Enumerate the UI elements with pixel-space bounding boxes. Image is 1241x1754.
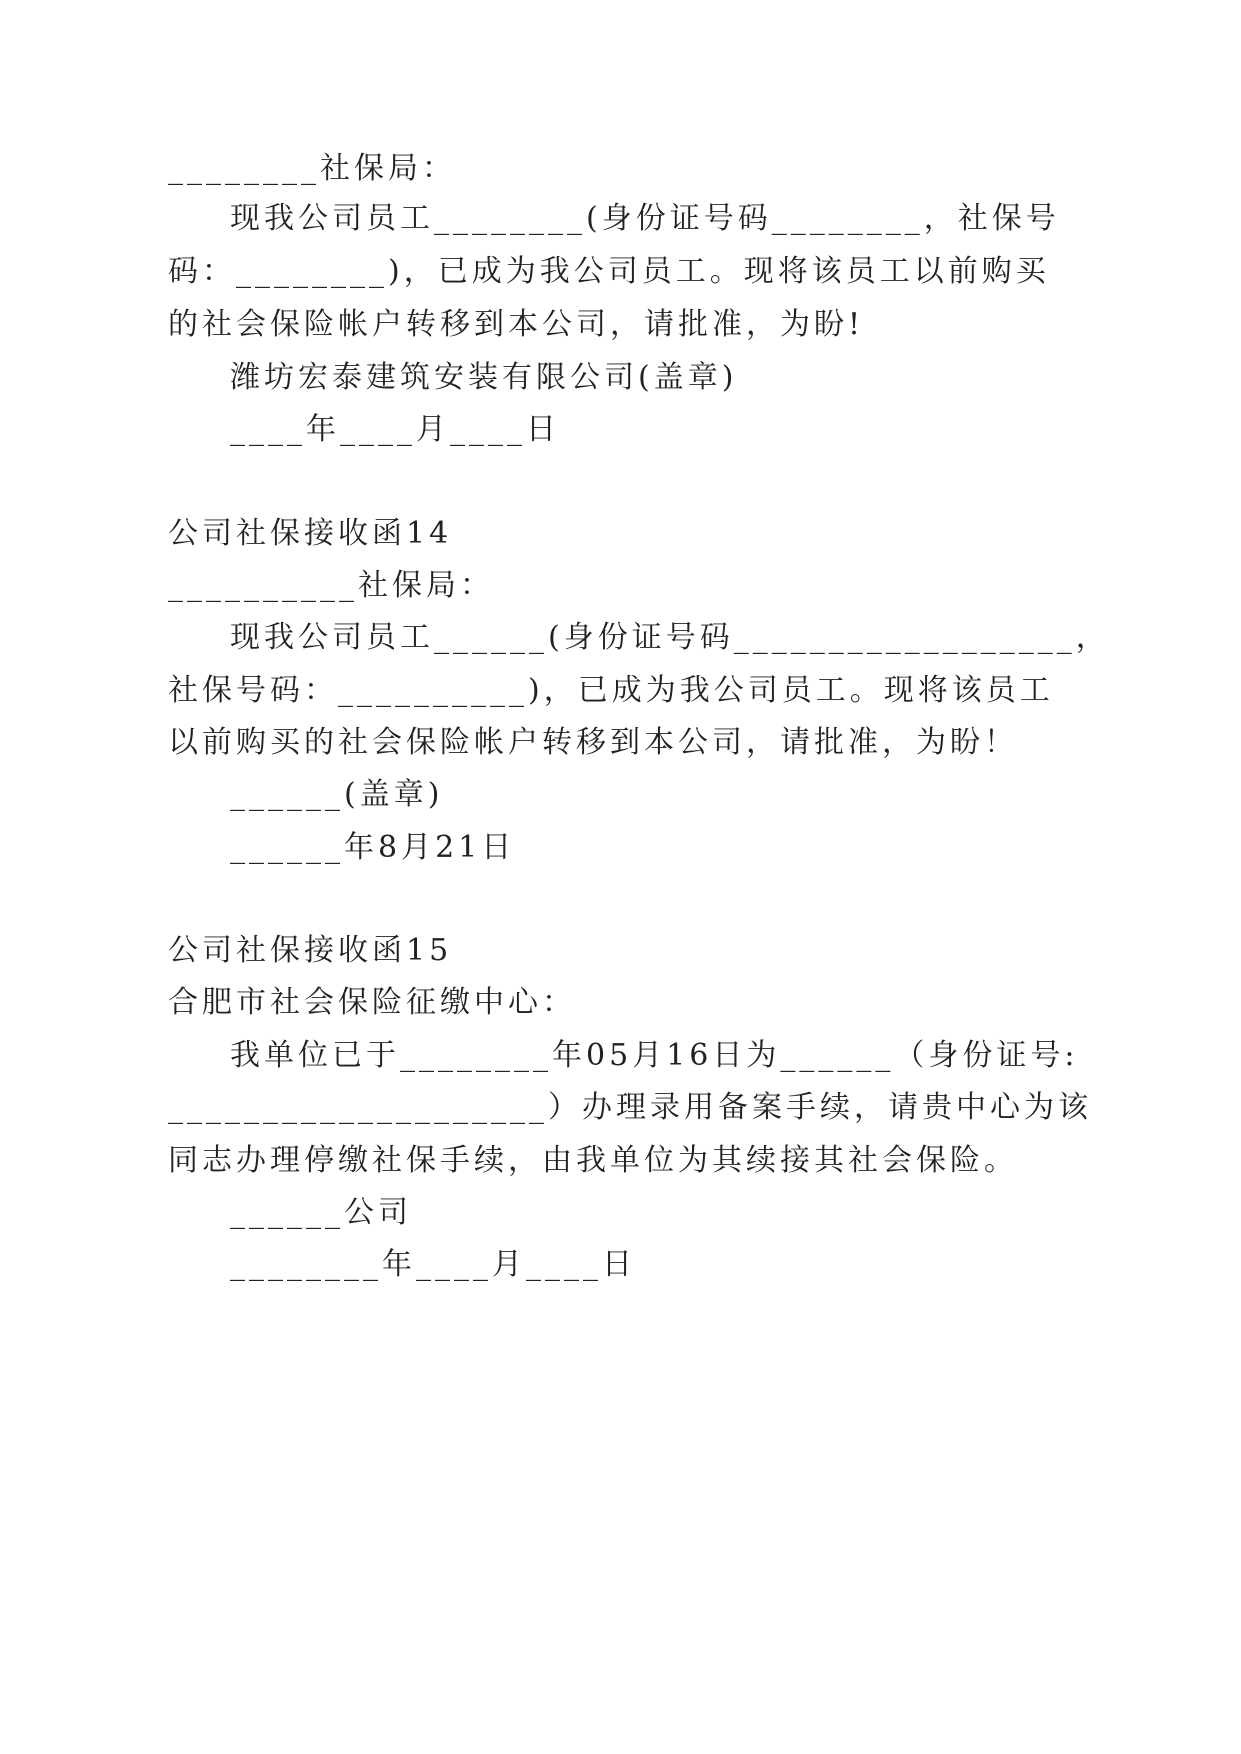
addressee-line: 合肥市社会保险征缴中心： (168, 985, 576, 1020)
body-line: 社保号码：__________)，已成为我公司员工。现将该员工 (168, 673, 1054, 708)
signature-line: ______公司 (230, 1195, 412, 1230)
body-line: ____________________）办理录用备案手续，请贵中心为该 (168, 1090, 1092, 1125)
date-line: ______年8月21日 (230, 830, 516, 865)
body-line: 以前购买的社会保险帐户转移到本公司，请批准，为盼！ (168, 725, 1018, 760)
body-line: 现我公司员工______(身份证号码__________________， (230, 620, 1110, 655)
date-line: ____年____月____日 (230, 412, 560, 447)
body-line: 码：________)，已成为我公司员工。现将该员工以前购买 (168, 254, 1050, 289)
signature-line: ______(盖章) (230, 777, 444, 812)
body-line: 的社会保险帐户转移到本公司，请批准，为盼! (168, 307, 865, 342)
addressee-line: ________社保局： (168, 151, 456, 186)
body-line: 同志办理停缴社保手续，由我单位为其续接其社会保险。 (168, 1143, 1018, 1178)
addressee-line: __________社保局： (168, 568, 494, 603)
date-line: ________年____月____日 (230, 1247, 636, 1282)
body-line: 现我公司员工________(身份证号码________，社保号 (230, 201, 1060, 236)
signature-line: 潍坊宏泰建筑安装有限公司(盖章) (230, 360, 738, 395)
body-line: 我单位已于________年05月16日为______（身份证号: (230, 1038, 1079, 1073)
section-title: 公司社保接收函15 (168, 933, 453, 968)
section-title: 公司社保接收函14 (168, 516, 453, 551)
